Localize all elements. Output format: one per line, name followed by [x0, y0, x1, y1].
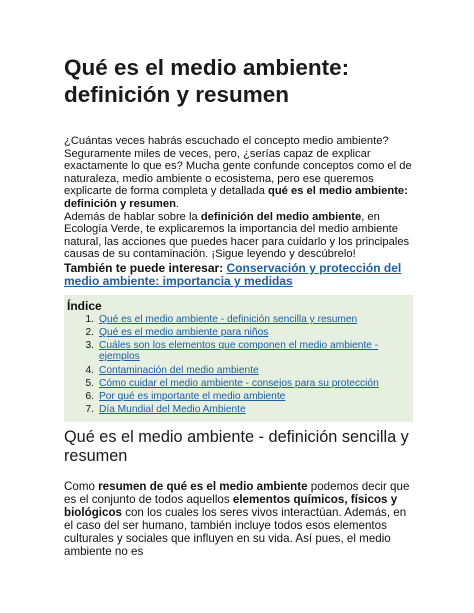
index-item [67, 340, 407, 363]
index-link[interactable]: Contaminación del medio ambiente [99, 364, 259, 376]
index-number: 6. [85, 390, 94, 402]
intro-p2-a: Además de hablar sobre la [64, 210, 201, 223]
index-number: 4. [85, 364, 94, 376]
index-link[interactable]: Cuáles son los elementos que componen el medio ambiente - ejemplos [99, 340, 379, 363]
section-heading: Qué es el medio ambiente - definición sencilla y resumen [64, 427, 409, 466]
related-article [64, 262, 414, 289]
intro-text [64, 135, 414, 261]
index-number: 7. [85, 403, 94, 415]
section-text-2: podemos decir que es el conjunto de todos aquellos [64, 479, 410, 506]
article [64, 54, 414, 558]
page-title-line-1: Qué es el medio ambiente: [64, 55, 350, 80]
index-title: Índice [67, 298, 102, 313]
section-text-1: Como [64, 479, 99, 493]
index-list [67, 314, 407, 415]
table-of-contents [64, 295, 413, 422]
index-link[interactable]: Por qué es importante el medio ambiente [99, 390, 286, 402]
index-number: 2. [85, 327, 94, 339]
related-link[interactable]: Conservación y protección del medio ambiente: importancia y medidas [64, 260, 402, 289]
index-item [67, 365, 407, 376]
index-item [67, 391, 407, 402]
related-label: También te puede interesar: [64, 260, 227, 275]
index-number: 1. [85, 313, 94, 325]
index-item [67, 314, 407, 325]
index-link[interactable]: Día Mundial del Medio Ambiente [99, 403, 246, 415]
section-body [64, 480, 414, 558]
intro-p1-c: . [175, 197, 180, 210]
section-text-3: con los cuales los seres vivos interactúan. Además, en el caso del ser humano, también incluye todos esos elementos culturales y sociales que influyen en su vida. Así pues, el medio ambiente no es [64, 505, 407, 558]
intro-p2-c: , en Ecología Verde, te explicaremos la importancia del medio ambiente natural, las acciones que puedes hacer para cuidarlo y los principales causas de su contaminación. ¡Sigue leyendo y descúbrelo! [64, 210, 410, 261]
index-item [67, 404, 407, 415]
page-title [64, 54, 414, 108]
index-number: 5. [85, 377, 94, 389]
section-bold-2: elementos químicos, físicos y biológicos [64, 492, 398, 519]
index-link[interactable]: Qué es el medio ambiente para niños [99, 327, 269, 339]
index-number: 3. [85, 340, 94, 352]
intro-p1-bold: qué es el medio ambiente: definición y resumen [64, 185, 408, 210]
page-title-line-2: definición y resumen [64, 82, 290, 107]
intro-p1-a: ¿Cuántas veces habrás escuchado el concepto medio ambiente? Seguramente miles de veces, pero, ¿serías capaz de explicar exactamente lo que es? Mucha gente confunde conceptos como el de naturaleza, medio ambiente o ecosistema, pero ese queremos explicarte de forma completa y detallada [64, 135, 412, 198]
index-item [67, 327, 407, 338]
section-bold-1: resumen de qué es el medio ambiente [98, 479, 308, 493]
index-link[interactable]: Cómo cuidar el medio ambiente - consejos para su protección [99, 377, 379, 389]
intro-p2-bold: definición del medio ambiente [200, 210, 362, 223]
index-item [67, 378, 407, 389]
index-link[interactable]: Qué es el medio ambiente - definición sencilla y resumen [99, 313, 358, 325]
